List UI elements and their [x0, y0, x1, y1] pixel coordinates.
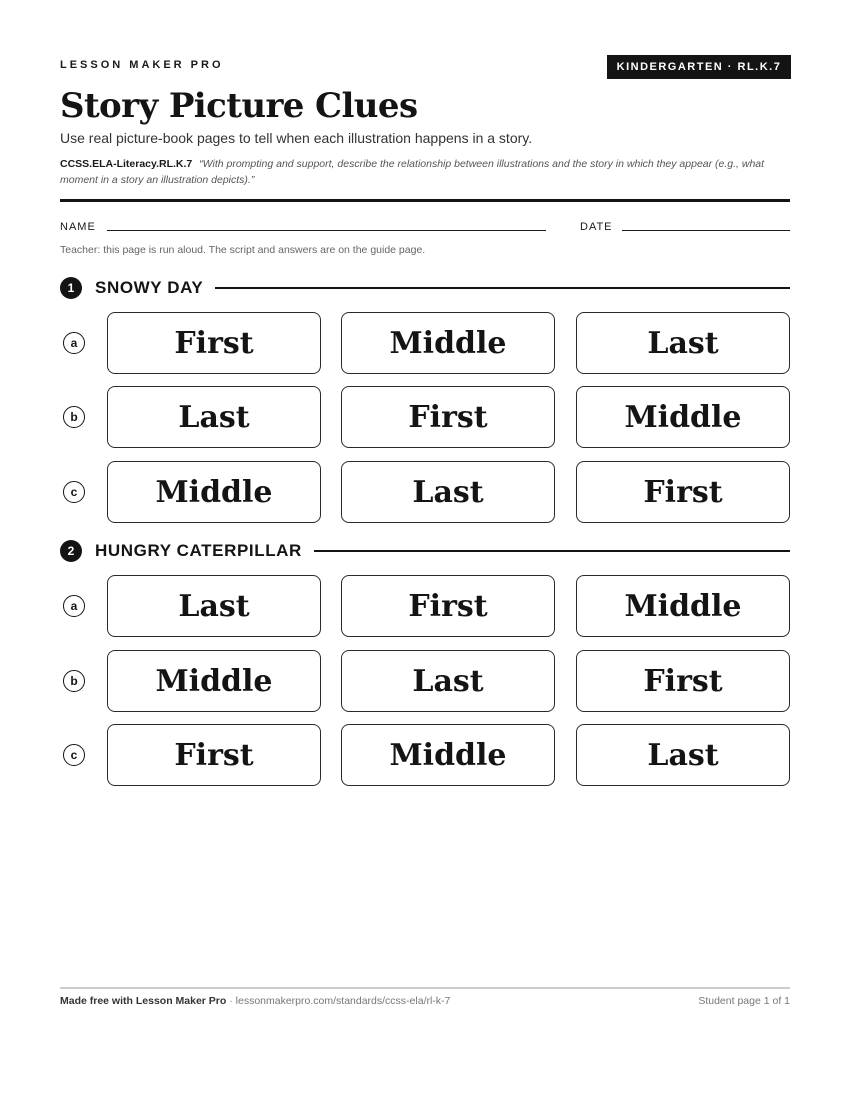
section-number-badge: 2: [60, 540, 82, 562]
brand-name: LESSON MAKER PRO: [60, 59, 224, 71]
date-field-line[interactable]: [622, 230, 790, 231]
row-letter-badge: a: [63, 595, 85, 617]
footer-divider: [60, 987, 790, 989]
answer-card[interactable]: Middle: [341, 312, 555, 374]
footer-page-number: Student page 1 of 1: [698, 995, 790, 1007]
footer-made-with: Made free with Lesson Maker Pro: [60, 995, 227, 1007]
section-divider: [215, 287, 790, 289]
grade-badge: KINDERGARTEN · RL.K.7: [607, 55, 791, 79]
page-subtitle: Use real picture-book pages to tell when each illustration happens in a story.: [60, 130, 533, 146]
name-field-line[interactable]: [107, 230, 546, 231]
section-divider: [314, 550, 790, 552]
answer-card[interactable]: Middle: [107, 461, 321, 523]
row-letter-badge: a: [63, 332, 85, 354]
answer-card[interactable]: Last: [576, 312, 790, 374]
row-letter-badge: c: [63, 744, 85, 766]
row-letter-badge: b: [63, 406, 85, 428]
section-title: HUNGRY CATERPILLAR: [95, 541, 302, 560]
row-letter-badge: b: [63, 670, 85, 692]
standard-statement: [60, 156, 790, 188]
answer-card[interactable]: Last: [576, 724, 790, 786]
answer-card[interactable]: Last: [341, 650, 555, 712]
question-row-2b: [60, 650, 790, 712]
answer-card[interactable]: First: [341, 575, 555, 637]
name-label: NAME: [60, 221, 96, 233]
footer-url[interactable]: lessonmakerpro.com/standards/ccss-ela/rl-k-7: [235, 995, 451, 1007]
answer-card[interactable]: Last: [107, 386, 321, 448]
section-header-2: [60, 539, 790, 563]
answer-card[interactable]: Middle: [576, 575, 790, 637]
answer-card[interactable]: First: [107, 724, 321, 786]
answer-card[interactable]: Last: [107, 575, 321, 637]
teacher-note: Teacher: this page is run aloud. The script and answers are on the guide page.: [60, 244, 426, 256]
answer-card[interactable]: Middle: [341, 724, 555, 786]
answer-card[interactable]: Middle: [107, 650, 321, 712]
section-title: SNOWY DAY: [95, 278, 204, 297]
question-row-1c: [60, 461, 790, 523]
answer-card[interactable]: Middle: [576, 386, 790, 448]
answer-card[interactable]: First: [576, 461, 790, 523]
section-number-badge: 1: [60, 277, 82, 299]
question-row-1a: [60, 312, 790, 374]
answer-card[interactable]: First: [341, 386, 555, 448]
footer-separator: ·: [226, 995, 236, 1007]
question-row-2a: [60, 575, 790, 637]
header-divider: [60, 199, 790, 202]
answer-card[interactable]: First: [107, 312, 321, 374]
question-row-2c: [60, 724, 790, 786]
answer-card[interactable]: First: [576, 650, 790, 712]
question-row-1b: [60, 386, 790, 448]
section-header-1: [60, 276, 790, 300]
row-letter-badge: c: [63, 481, 85, 503]
footer-credit: [60, 995, 450, 1007]
date-label: DATE: [580, 221, 613, 233]
standard-quote: “With prompting and support, describe the relationship between illustrations and the story in which they appear (e.g., what moment in a story an illustration depicts).”: [60, 158, 765, 186]
standard-code: CCSS.ELA-Literacy.RL.K.7: [60, 158, 193, 170]
page-title: Story Picture Clues: [60, 86, 418, 126]
answer-card[interactable]: Last: [341, 461, 555, 523]
